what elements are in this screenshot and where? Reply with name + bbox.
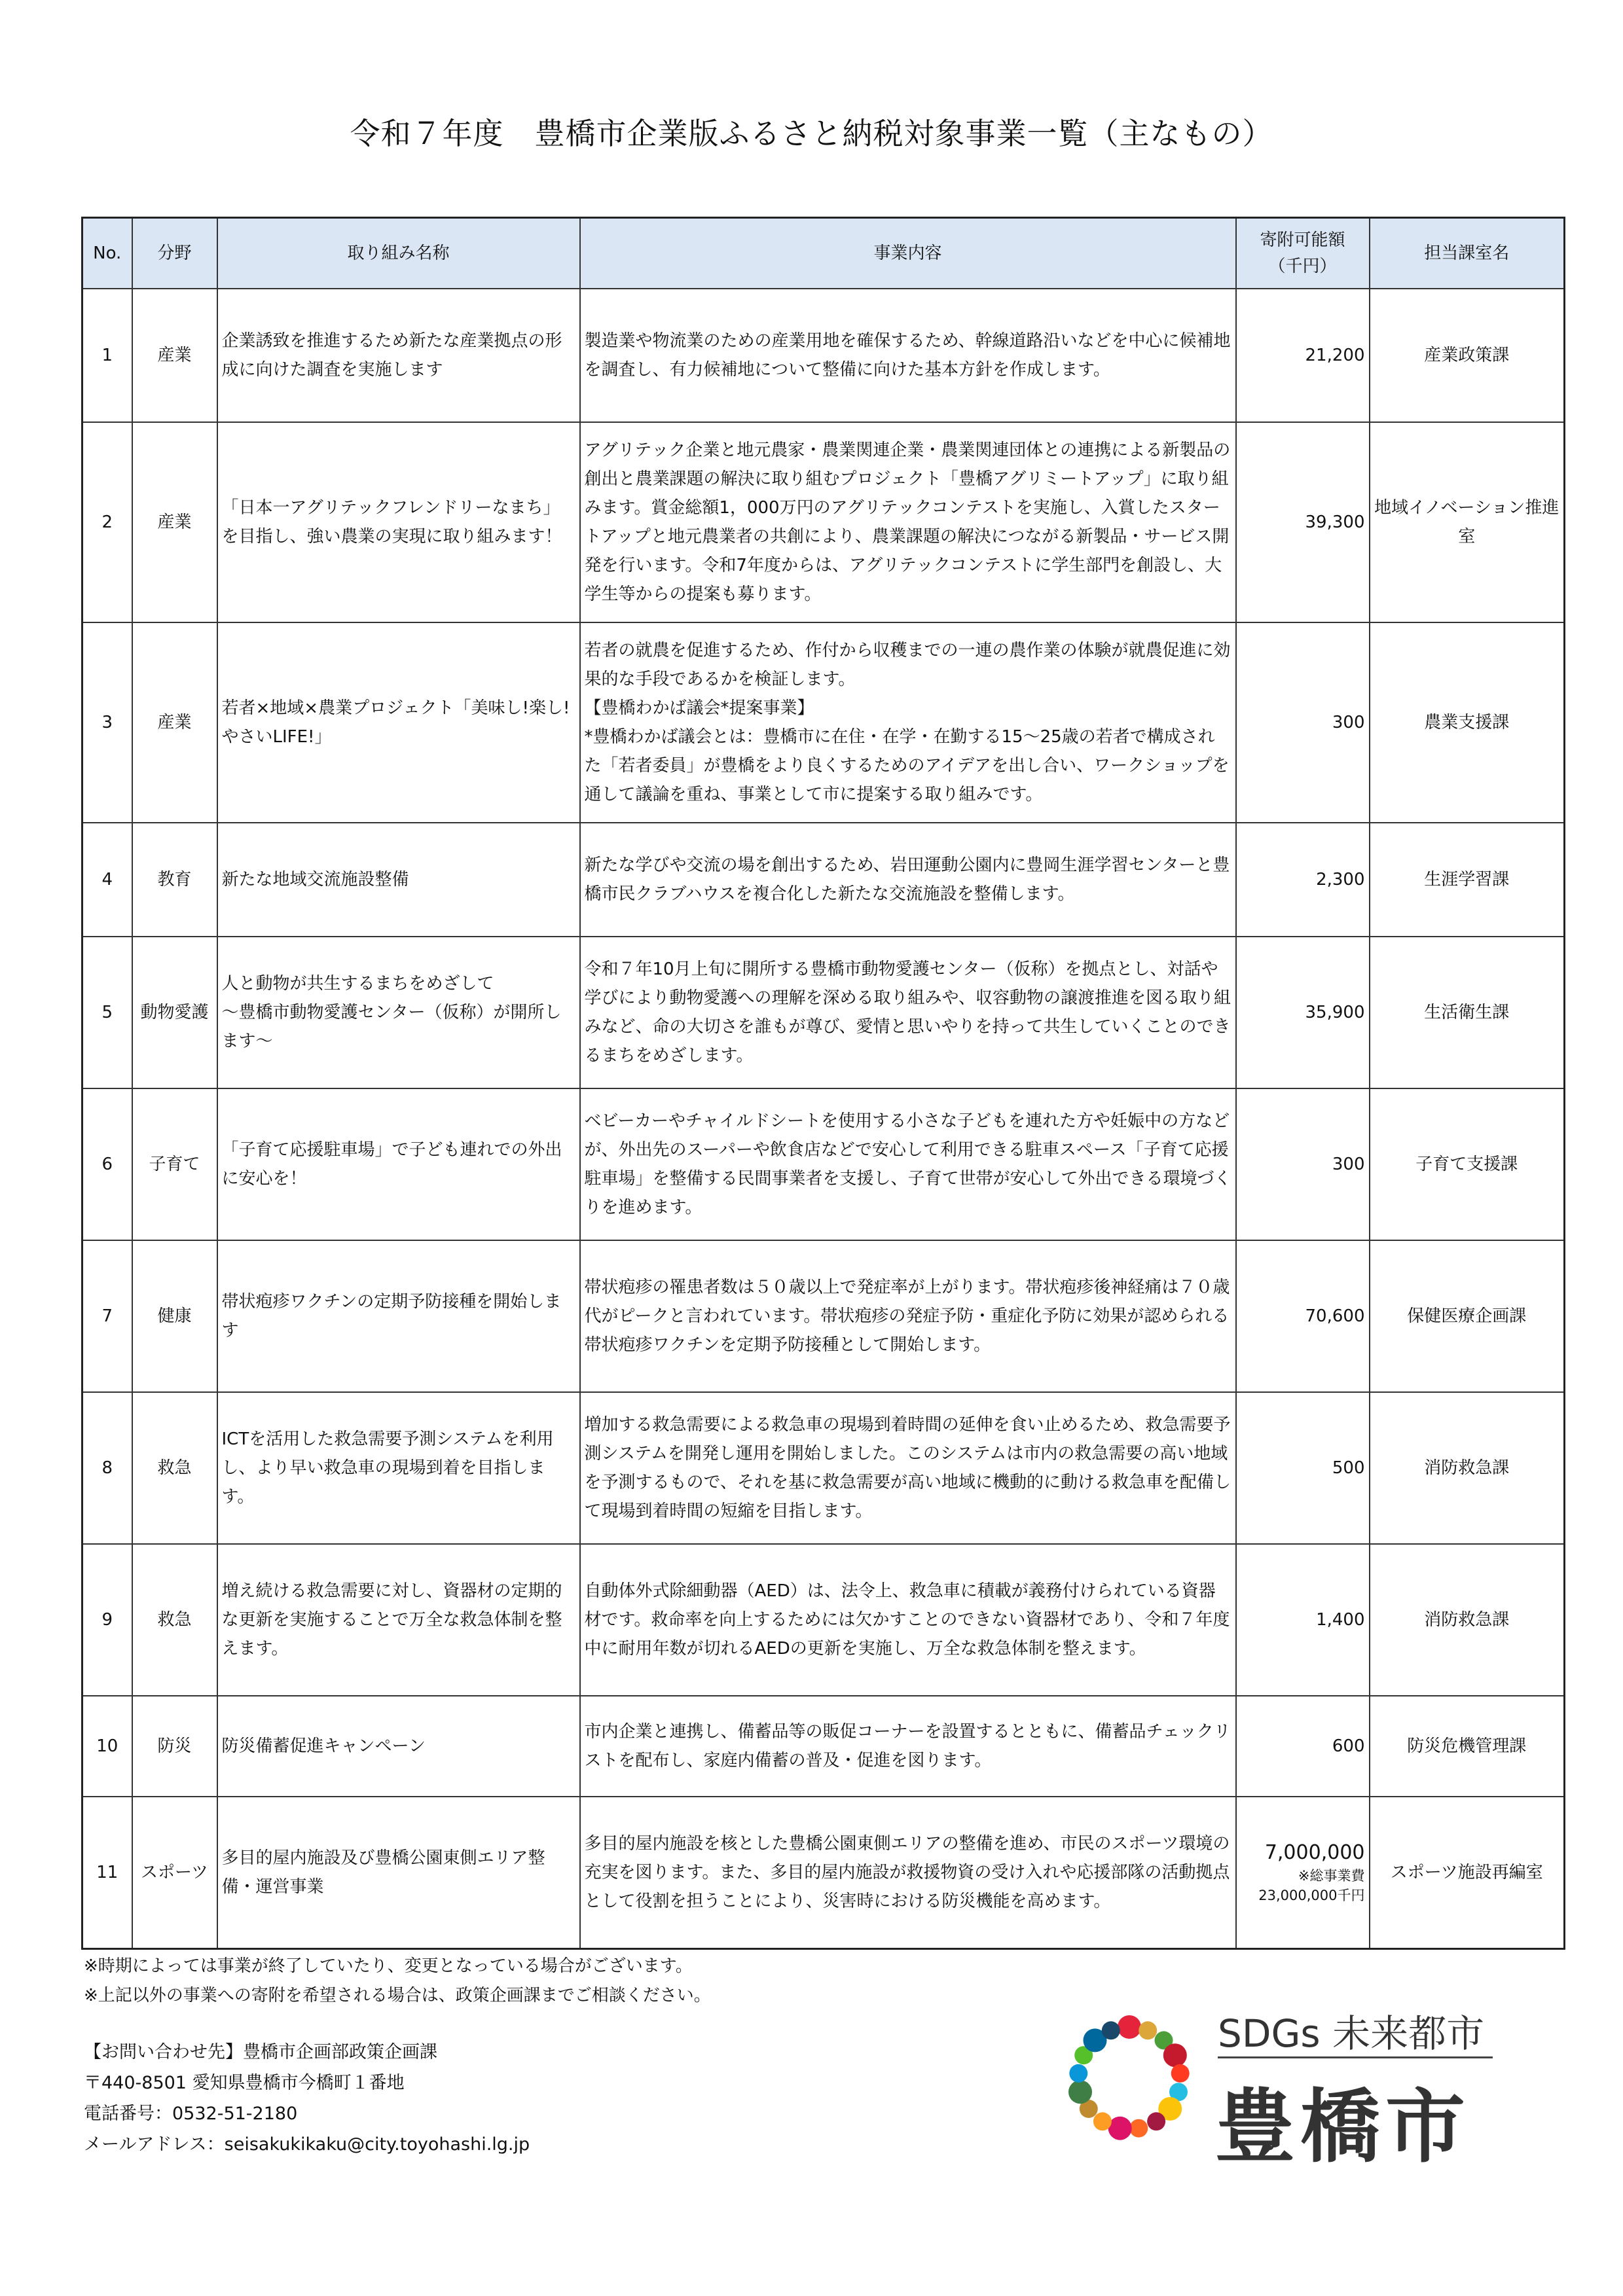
table-row xyxy=(82,1696,1565,1797)
row-number: 8 xyxy=(82,1392,132,1544)
row-project-name: 新たな地域交流施設整備 xyxy=(217,823,580,937)
table-row xyxy=(82,289,1565,422)
row-field: 防災 xyxy=(132,1696,217,1797)
row-number: 6 xyxy=(82,1088,132,1240)
note-1: ※時期によっては事業が終了していたり、変更となっている場合がございます。 xyxy=(84,1956,693,1976)
row-department: 消防救急課 xyxy=(1370,1392,1565,1544)
row-field: 救急 xyxy=(132,1544,217,1696)
contact-address: 〒440-8501 愛知県豊橋市今橋町１番地 xyxy=(84,2073,405,2093)
header-dept: 担当課室名 xyxy=(1370,218,1565,289)
row-amount: 21,200 xyxy=(1236,289,1370,422)
row-department: 産業政策課 xyxy=(1370,289,1565,422)
row-number: 4 xyxy=(82,823,132,937)
row-amount-note: ※総事業費 xyxy=(1298,1867,1365,1884)
row-amount: 70,600 xyxy=(1236,1240,1370,1392)
row-field: 子育て xyxy=(132,1088,217,1240)
sdgs-dot-icon xyxy=(1129,2119,1148,2138)
row-field: 教育 xyxy=(132,823,217,937)
row-project-name: 若者×地域×農業プロジェクト「美味し!楽し!やさいLIFE!」 xyxy=(217,622,580,823)
row-amount: 600 xyxy=(1236,1696,1370,1797)
header-amount-line2: （千円） xyxy=(1268,257,1337,276)
header-content: 事業内容 xyxy=(580,218,1236,289)
table-row xyxy=(82,823,1565,937)
row-number: 5 xyxy=(82,937,132,1088)
header-amount xyxy=(1236,218,1370,289)
row-project-name: 帯状疱疹ワクチンの定期予防接種を開始します xyxy=(217,1240,580,1392)
table-row xyxy=(82,1392,1565,1544)
row-amount: 500 xyxy=(1236,1392,1370,1544)
row-amount xyxy=(1236,1797,1370,1948)
row-department: 防災危機管理課 xyxy=(1370,1696,1565,1797)
contact-email: メールアドレス：seisakukikaku@city.toyohashi.lg.jp xyxy=(84,2134,530,2155)
row-project-name: ICTを活用した救急需要予測システムを利用し、より早い救急車の現場到着を目指します。 xyxy=(217,1392,580,1544)
row-project-name: 防災備蓄促進キャンペーン xyxy=(217,1696,580,1797)
table-header-row xyxy=(82,218,1565,289)
row-department: 保健医療企画課 xyxy=(1370,1240,1565,1392)
sdgs-future-city-text: SDGs 未来都市 xyxy=(1218,2011,1485,2056)
sdgs-ring-icon xyxy=(1061,2009,1198,2147)
notes xyxy=(84,1952,711,2011)
row-project-name: 「子育て応援駐車場」で子ども連れでの外出に安心を！ xyxy=(217,1088,580,1240)
row-field: 産業 xyxy=(132,289,217,422)
header-no: No. xyxy=(82,218,132,289)
row-field: スポーツ xyxy=(132,1797,217,1948)
row-field: 救急 xyxy=(132,1392,217,1544)
table-row xyxy=(82,422,1565,622)
row-department: スポーツ施設再編室 xyxy=(1370,1797,1565,1948)
sdgs-dot-icon xyxy=(1139,2021,1157,2039)
sdgs-logo xyxy=(1054,2003,1512,2174)
row-field: 動物愛護 xyxy=(132,937,217,1088)
sdgs-dot-icon xyxy=(1147,2112,1165,2130)
row-number: 11 xyxy=(82,1797,132,1948)
row-field: 産業 xyxy=(132,422,217,622)
table-row xyxy=(82,937,1565,1088)
contact-info xyxy=(84,2037,530,2160)
row-department: 地域イノベーション推進室 xyxy=(1370,422,1565,622)
row-number: 3 xyxy=(82,622,132,823)
row-department: 生涯学習課 xyxy=(1370,823,1565,937)
row-description: 増加する救急需要による救急車の現場到着時間の延伸を食い止めるため、救急需要予測システムを開発し運用を開始しました。このシステムは市内の救急需要の高い地域を予測するもので、それを基に救急需要が高い地域に機動的に動ける救急車を配備して現場到着時間の短縮を目指します。 xyxy=(580,1392,1236,1544)
contact-phone: 電話番号：0532-51-2180 xyxy=(84,2104,298,2124)
table-row xyxy=(82,1544,1565,1696)
row-field: 産業 xyxy=(132,622,217,823)
table-row xyxy=(82,622,1565,823)
row-number: 1 xyxy=(82,289,132,422)
row-description: 製造業や物流業のための産業用地を確保するため、幹線道路沿いなどを中心に候補地を調査し、有力候補地について整備に向けた基本方針を作成します。 xyxy=(580,289,1236,422)
row-department: 農業支援課 xyxy=(1370,622,1565,823)
row-description: ベビーカーやチャイルドシートを使用する小さな子どもを連れた方や妊娠中の方などが、外出先のスーパーや飲食店などで安心して利用できる駐車スペース「子育て応援駐車場」を整備する民間事業者を支援し、子育て世帯が安心して外出できる環境づくりを進めます。 xyxy=(580,1088,1236,1240)
row-field: 健康 xyxy=(132,1240,217,1392)
row-project-name: 増え続ける救急需要に対し、資器材の定期的な更新を実施することで万全な救急体制を整えます。 xyxy=(217,1544,580,1696)
sdgs-dot-icon xyxy=(1118,2015,1141,2039)
project-table xyxy=(81,217,1565,1950)
row-description: アグリテック企業と地元農家・農業関連企業・農業関連団体との連携による新製品の創出と農業課題の解決に取り組むプロジェクト「豊橋アグリミートアップ」に取り組みます。賞金総額1，000万円のアグリテックコンテストを実施し、入賞したスタートアップと地元農業者の共創により、農業課題の解決につながる新製品・サービス開発を行います。令和7年度からは、アグリテックコンテストに学生部門を創設し、大学生等からの提案も募ります。 xyxy=(580,422,1236,622)
row-description: 令和７年10月上旬に開所する豊橋市動物愛護センター（仮称）を拠点とし、対話や学びにより動物愛護への理解を深める取り組みや、収容動物の譲渡推進を図る取り組みなど、命の大切さを誰もが尊び、愛情と思いやりを持って共生していくことのできるまちをめざします。 xyxy=(580,937,1236,1088)
row-number: 10 xyxy=(82,1696,132,1797)
row-amount: 35,900 xyxy=(1236,937,1370,1088)
row-amount: 39,300 xyxy=(1236,422,1370,622)
row-amount-note-total: 23,000,000千円 xyxy=(1258,1887,1365,1903)
table-row xyxy=(82,1240,1565,1392)
row-number: 7 xyxy=(82,1240,132,1392)
sdgs-dot-icon xyxy=(1069,2064,1087,2083)
row-department: 消防救急課 xyxy=(1370,1544,1565,1696)
row-amount: 1,400 xyxy=(1236,1544,1370,1696)
row-project-name: 人と動物が共生するまちをめざして ～豊橋市動物愛護センター（仮称）が開所します～ xyxy=(217,937,580,1088)
row-description: 帯状疱疹の罹患者数は５０歳以上で発症率が上がります。帯状疱疹後神経痛は７０歳代がピークと言われています。帯状疱疹の発症予防・重症化予防に効果が認められる帯状疱疹ワクチンを定期予防接種として開始します。 xyxy=(580,1240,1236,1392)
row-description: 若者の就農を促進するため、作付から収穫までの一連の農作業の体験が就農促進に効果的な手段であるかを検証します。 【豊橋わかば議会*提案事業】 *豊橋わかば議会とは：豊橋市に在住・在学・在勤する15～25歳の若者で構成された「若者委員」が豊橋をより良くするためのアイデアを出し合い、ワークショップを通して議論を重ね、事業として市に提案する取り組みです。 xyxy=(580,622,1236,823)
sdgs-dot-icon xyxy=(1068,2080,1092,2104)
row-number: 2 xyxy=(82,422,132,622)
row-project-name: 企業誘致を推進するため新たな産業拠点の形成に向けた調査を実施します xyxy=(217,289,580,422)
header-field: 分野 xyxy=(132,218,217,289)
row-amount: 300 xyxy=(1236,1088,1370,1240)
row-description: 新たな学びや交流の場を創出するため、岩田運動公園内に豊岡生涯学習センターと豊橋市民クラブハウスを複合化した新たな交流施設を整備します。 xyxy=(580,823,1236,937)
row-department: 生活衛生課 xyxy=(1370,937,1565,1088)
row-amount: 300 xyxy=(1236,622,1370,823)
table-row xyxy=(82,1088,1565,1240)
page-title: 令和７年度 豊橋市企業版ふるさと納税対象事業一覧（主なもの） xyxy=(350,116,1273,151)
header-name: 取り組み名称 xyxy=(217,218,580,289)
city-name-logo-text: 豊橋市 xyxy=(1215,2079,1470,2174)
table-row xyxy=(82,1797,1565,1948)
row-project-name: 多目的屋内施設及び豊橋公園東側エリア整備・運営事業 xyxy=(217,1797,580,1948)
row-department: 子育て支援課 xyxy=(1370,1088,1565,1240)
sdgs-dot-icon xyxy=(1108,2117,1132,2140)
row-amount: 2,300 xyxy=(1236,823,1370,937)
header-amount-line1: 寄附可能額 xyxy=(1260,230,1345,250)
sdgs-dot-icon xyxy=(1163,2043,1187,2067)
sdgs-dot-icon xyxy=(1171,2064,1190,2083)
note-2: ※上記以外の事業への寄附を希望される場合は、政策企画課までご相談ください。 xyxy=(84,1986,711,2005)
row-description: 多目的屋内施設を核とした豊橋公園東側エリアの整備を進め、市民のスポーツ環境の充実を図ります。また、多目的屋内施設が救援物資の受け入れや応援部隊の活動拠点として役割を担うことにより、災害時における防災機能を高めます。 xyxy=(580,1797,1236,1948)
sdgs-dot-icon xyxy=(1102,2021,1120,2039)
row-project-name: 「日本一アグリテックフレンドリーなまち」を目指し、強い農業の実現に取り組みます！ xyxy=(217,422,580,622)
row-description: 市内企業と連携し、備蓄品等の販促コーナーを設置するとともに、備蓄品チェックリストを配布し、家庭内備蓄の普及・促進を図ります。 xyxy=(580,1696,1236,1797)
logo-divider xyxy=(1218,2056,1493,2058)
row-amount-value: 7,000,000 xyxy=(1264,1840,1365,1864)
contact-heading: 【お問い合わせ先】豊橋市企画部政策企画課 xyxy=(84,2042,437,2062)
row-description: 自動体外式除細動器（AED）は、法令上、救急車に積載が義務付けられている資器材です。救命率を向上するためには欠かすことのできない資器材であり、令和７年度中に耐用年数が切れるAEDの更新を実施し、万全な救急体制を整えます。 xyxy=(580,1544,1236,1696)
sdgs-dot-icon xyxy=(1093,2112,1112,2130)
row-number: 9 xyxy=(82,1544,132,1696)
